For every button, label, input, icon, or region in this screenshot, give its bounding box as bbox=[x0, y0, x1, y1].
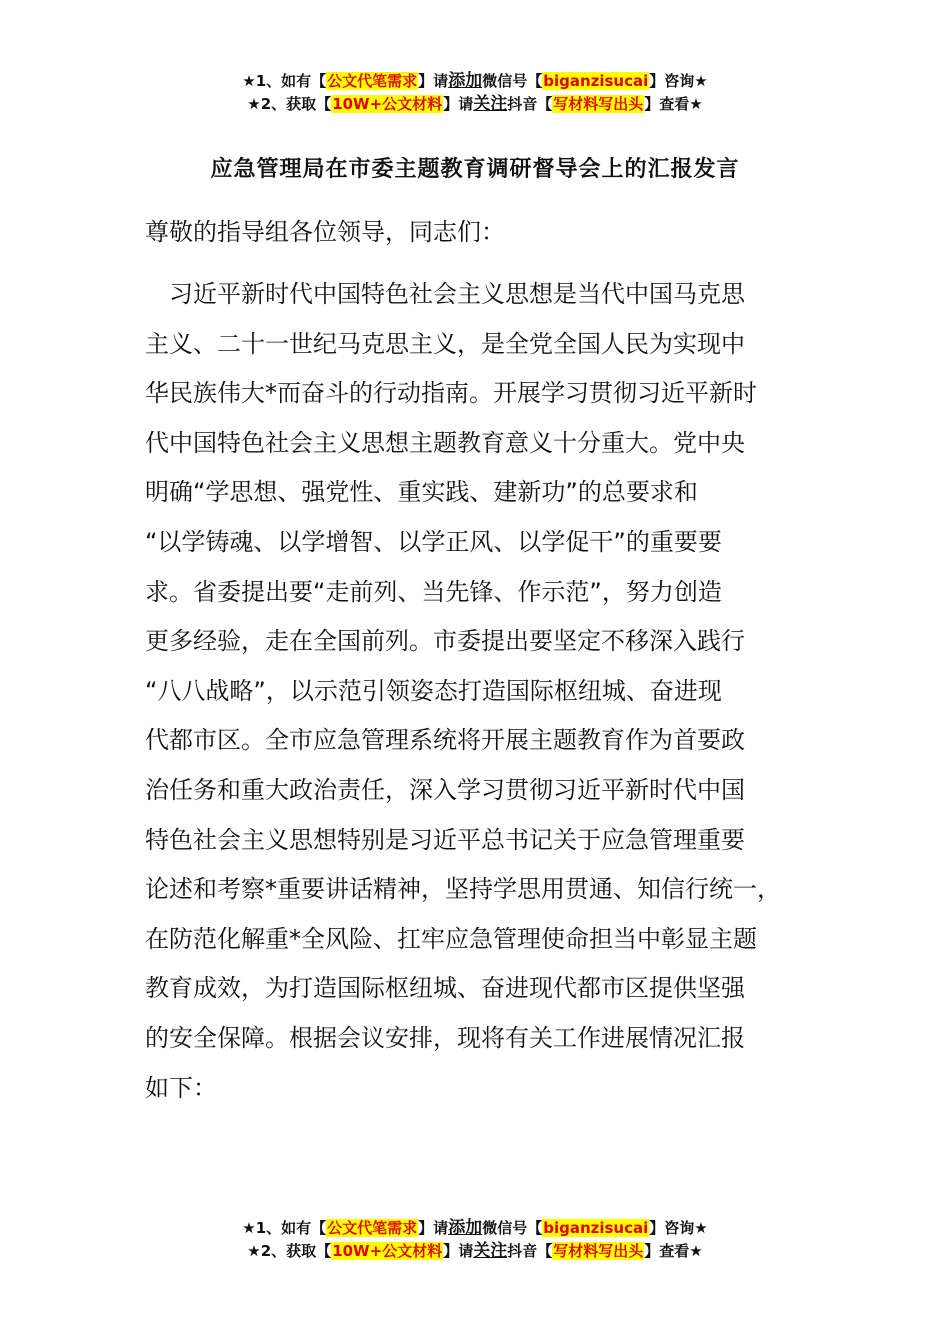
paragraph-line: 特色社会主义思想特别是习近平总书记关于应急管理重要 bbox=[145, 825, 745, 854]
highlight-materials: 10W+公文材料 bbox=[332, 95, 443, 113]
paragraph-line: “以学铸魂、以学增智、以学正风、以学促干”的重要要 bbox=[145, 527, 722, 556]
highlight-wechat-id: biganzisucai bbox=[543, 1219, 649, 1237]
highlight-douyin: 写材料写出头 bbox=[553, 1242, 644, 1260]
paragraph-line: “八八战略”，以示范引领姿态打造国际枢纽城、奋进现 bbox=[145, 676, 722, 705]
promo-line-2: ★2、获取【10W+公文材料】请关注抖音【写材料写出头】查看★ bbox=[247, 1241, 703, 1261]
highlight-materials: 10W+公文材料 bbox=[332, 1242, 443, 1260]
promo-header bbox=[0, 70, 950, 116]
paragraph-line: 代都市区。全市应急管理系统将开展主题教育作为首要政 bbox=[145, 726, 745, 755]
highlight-service: 公文代笔需求 bbox=[327, 1219, 418, 1237]
highlight-service: 公文代笔需求 bbox=[327, 72, 418, 90]
paragraph-line: 更多经验，走在全国前列。市委提出要坚定不移深入践行 bbox=[145, 627, 745, 656]
promo-line-1: ★1、如有【公文代笔需求】请添加微信号【biganzisucai】咨询★ bbox=[242, 1218, 708, 1238]
paragraph-line: 的安全保障。根据会议安排，现将有关工作进展情况汇报 bbox=[145, 1023, 745, 1052]
document-title: 应急管理局在市委主题教育调研督导会上的汇报发言 bbox=[210, 157, 740, 182]
paragraph-line: 主义、二十一世纪马克思主义，是全党全国人民为实现中 bbox=[145, 329, 745, 358]
paragraph-line: 在防范化解重*全风险、扛牢应急管理使命担当中彰显主题 bbox=[145, 924, 757, 953]
highlight-douyin: 写材料写出头 bbox=[553, 95, 644, 113]
greeting: 尊敬的指导组各位领导，同志们： bbox=[145, 218, 505, 246]
highlight-wechat-id: biganzisucai bbox=[543, 72, 649, 90]
paragraph-line: 治任务和重大政治责任，深入学习贯彻习近平新时代中国 bbox=[145, 775, 745, 804]
paragraph-line: 如下： bbox=[145, 1073, 217, 1102]
promo-line-1: ★1、如有【公文代笔需求】请添加微信号【biganzisucai】咨询★ bbox=[242, 71, 708, 91]
promo-footer bbox=[0, 1217, 950, 1263]
paragraph-line: 论述和考察*重要讲话精神，坚持学思用贯通、知信行统一， bbox=[145, 875, 781, 904]
paragraph-line: 明确“学思想、强党性、重实践、建新功”的总要求和 bbox=[145, 478, 698, 507]
paragraph-line: 求。省委提出要“走前列、当先锋、作示范”，努力创造 bbox=[145, 577, 722, 606]
promo-line-2: ★2、获取【10W+公文材料】请关注抖音【写材料写出头】查看★ bbox=[247, 94, 703, 114]
paragraph-line: 华民族伟大*而奋斗的行动指南。开展学习贯彻习近平新时 bbox=[145, 379, 757, 408]
paragraph-line: 代中国特色社会主义思想主题教育意义十分重大。党中央 bbox=[145, 428, 745, 457]
body-paragraph bbox=[145, 270, 810, 1113]
paragraph-line: 习近平新时代中国特色社会主义思想是当代中国马克思 bbox=[145, 280, 745, 308]
paragraph-line: 教育成效，为打造国际枢纽城、奋进现代都市区提供坚强 bbox=[145, 974, 745, 1003]
